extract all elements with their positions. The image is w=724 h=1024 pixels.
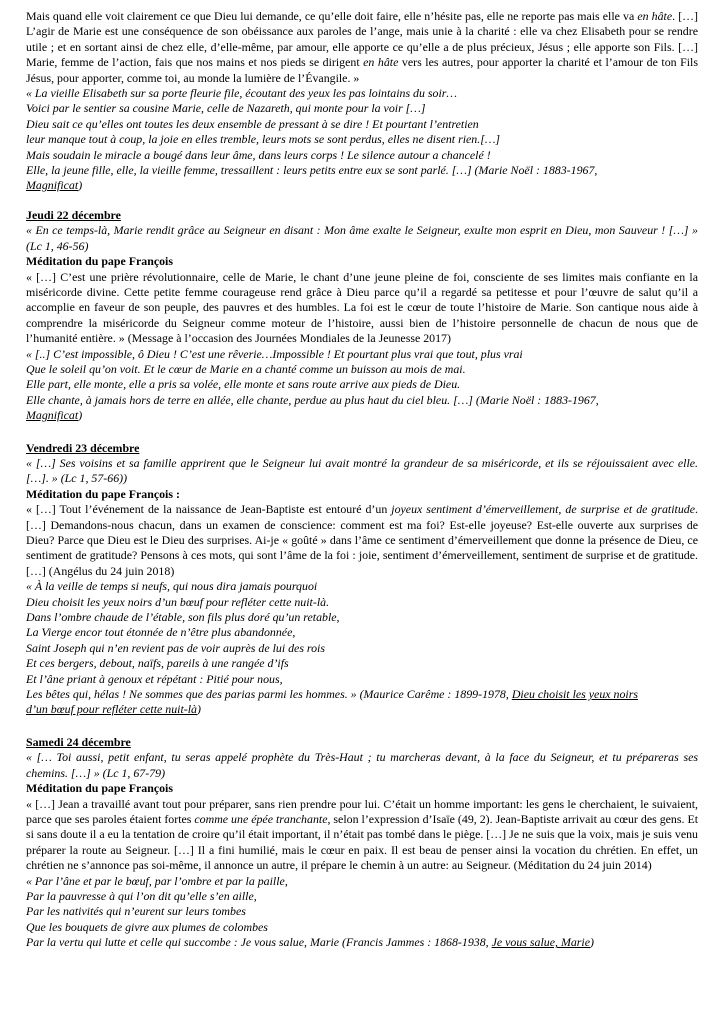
poem-line xyxy=(26,579,698,594)
text-run: Saint Joseph qui n’en revient pas de voir auprès de lui des rois xyxy=(26,640,325,655)
text-run: . […] Demandons-nous chacun, dans un examen de conscience: comment est ma foi? Est-elle joyeuse? Est-elle ouverte aux surprises de Dieu? Parce que Dieu est le Dieu des surprises. Ai-je « goûté » dans l’âme ce sentiment d’émerveillement que donne la présence de Dieu, ce sentiment de gratitude? Pensons à ces mots, qui sont l’âme de la foi : joie, sentiment d’émerveillement, sentiment de surprise et de gratitude. […] (Angélus du 24 juin 2018) xyxy=(26,502,698,578)
emphasis-text: en hâte xyxy=(637,9,673,23)
poem xyxy=(26,874,698,951)
meditation-text xyxy=(26,502,698,579)
text-run: « Par l’âne et par le bœuf, par l’ombre et par la paille, xyxy=(26,873,288,888)
poem-line xyxy=(26,920,698,935)
intro-poem xyxy=(26,86,698,194)
text-run: Par la vertu qui lutte et celle qui succombe : Je vous salue, Marie (Francis Jammes : 1868-1938, xyxy=(26,935,492,950)
poem-line xyxy=(26,101,698,116)
text-run: « [..] C’est impossible, ô Dieu ! C’est une rêverie…Impossible ! Et pourtant plus vrai que tout, plus vrai xyxy=(26,346,523,361)
text-run: leur manque tout à coup, la joie en elles tremble, leurs mots se sont perdus, elles ne disent rien.[…] xyxy=(26,132,501,147)
poem-line xyxy=(26,163,698,178)
poem xyxy=(26,579,698,718)
emphasis-text: joyeux sentiment d’émerveillement, de surprise et de gratitude xyxy=(391,502,696,517)
day-title: Samedi 24 décembre xyxy=(26,734,131,749)
day-title: Jeudi 22 décembre xyxy=(26,207,121,222)
emphasis-text: en hâte xyxy=(363,55,399,70)
text-run: Et ces bergers, debout, naïfs, pareils à une rangée d’ifs xyxy=(26,656,289,671)
text-run: Mais quand elle voit clairement ce que Dieu lui demande, ce qu’elle doit faire, elle n’hésite pas, elle ne reporte pas mais elle va xyxy=(26,9,638,23)
text-run: « La vieille Elisabeth sur sa porte fleurie file, écoutant des yeux les pas lointains du soir… xyxy=(26,86,457,101)
poem-line xyxy=(26,702,698,717)
poem-line xyxy=(26,641,698,656)
text-run: , selon l’expression d’Isaïe (49, 2). Jean-Baptiste arrivait au cœur des gens. Et si sans doute il a eu la tentation de croire qu’il était important, il n’était pas tombé dans le piège. […] Je ne suis que la voix, mais je suis venu préparer la route au Seigneur. […] Il a fini humilié, mais le cœur en paix. Il est beau de penser ainsi la vocation du chrétien. En effet, un chrétien ne s’annonce pas soi-même, il annonce un autre, il prépare le chemin à un autre: au Seigneur. (Méditation du 24 juin 2014) xyxy=(26,811,699,873)
section-vendredi-23 xyxy=(26,441,698,718)
poem-line xyxy=(26,687,698,702)
gospel-quote: « [… Toi aussi, petit enfant, tu seras appelé prophète du Très-Haut ; tu marcheras devant, à la face du Seigneur, et tu prépareras ses chemins. […] » (Lc 1, 67-79) xyxy=(26,750,698,780)
text-run: Elle part, elle monte, elle a pris sa volée, elle monte et sans route arrive aux pieds de Dieu. xyxy=(26,377,461,392)
underlined-title: Magnificat xyxy=(26,408,79,423)
emphasis-text: comme une épée tranchante xyxy=(194,811,328,826)
meditation-title: Méditation du pape François xyxy=(26,781,173,796)
text-run: ) xyxy=(196,702,201,717)
poem-line xyxy=(26,595,698,610)
day-title: Vendredi 23 décembre xyxy=(26,440,140,455)
poem-line xyxy=(26,347,698,362)
meditation-text xyxy=(26,270,698,347)
meditation-title: Méditation du pape François xyxy=(26,254,173,269)
underlined-title: Je vous salue, Marie xyxy=(491,935,591,950)
text-run: « […] Jean a travaillé avant tout pour préparer, sans rien prendre pour lui. C’était un homme important: les gens le cherchaient, le suivaient, parce que ses paroles étaient fortes xyxy=(26,796,698,826)
text-run: Dieu choisit les yeux noirs d’un bœuf pour refléter cette nuit-là. xyxy=(26,594,330,609)
text-run: ) xyxy=(590,935,594,950)
poem-line xyxy=(26,672,698,687)
text-run: . […] L’agir de Marie est une conséquence de son obéissance aux paroles de l’ange, mais unie à la charité : elle va chez Elisabeth pour se rendre utile ; et en sortant ainsi de chez elle, d’elle-même, par amour, elle apporte ce qu’elle a de plus précieux, Jésus ; elle apporte son Fils. […] Marie, femme de l’action, fais que nos mains et nos pieds se dirigent xyxy=(26,9,698,70)
section-samedi-24 xyxy=(26,735,698,951)
poem-line xyxy=(26,132,698,147)
poem-line xyxy=(26,178,698,193)
poem-line xyxy=(26,889,698,904)
poem xyxy=(26,347,698,424)
poem-line xyxy=(26,86,698,101)
text-run: « […] Tout l’événement de la naissance de Jean-Baptiste est entouré d’un xyxy=(26,502,392,517)
underlined-title: d’un bœuf pour refléter cette nuit-là xyxy=(26,702,197,717)
text-run: Et l’âne priant à genoux et répétant : Pitié pour nous, xyxy=(26,671,283,686)
poem-line xyxy=(26,935,698,950)
text-run: Mais soudain le miracle a bougé dans leur âme, dans leurs corps ! Le silence autour a chancelé ! xyxy=(26,147,491,162)
text-run: « À la veille de temps si neufs, qui nous dira jamais pourquoi xyxy=(26,579,318,594)
gospel-quote: « […] Ses voisins et sa famille apprirent que le Seigneur lui avait montré la grandeur de sa miséricorde, et ils se réjouissaient avec elle. […]. » (Lc 1, 57-66)) xyxy=(26,455,698,486)
meditation-text xyxy=(26,797,698,874)
text-run: ) xyxy=(78,408,83,423)
text-run: vers les autres, pour apporter la charité et l’amour de ton Fils Jésus, pour apporter, comme toi, au monde la lumière de l’Évangile. » xyxy=(26,55,698,85)
text-run: Par les nativités qui n’eurent sur leurs tombes xyxy=(26,904,246,919)
poem-line xyxy=(26,148,698,163)
poem-line xyxy=(26,117,698,132)
intro-paragraph xyxy=(26,9,698,86)
poem-line xyxy=(26,393,698,408)
underlined-title: Dieu choisit les yeux noirs xyxy=(511,687,638,702)
underlined-title: Magnificat xyxy=(26,178,79,193)
text-run: Que les bouquets de givre aux plumes de colombes xyxy=(26,919,268,934)
poem-line xyxy=(26,610,698,625)
text-run: Elle, la jeune fille, elle, la vieille femme, tressaillent : leurs petits entre eux se sont parlé. […] (Marie Noël : 1883-1967, xyxy=(26,163,598,178)
text-run: Dans l’ombre chaude de l’étable, son fils plus doré qu’un retable, xyxy=(26,610,340,625)
text-run: « […] C’est une prière révolutionnaire, celle de Marie, le chant d’une jeune pleine de foi, consciente de ses limites mais confiante en la miséricorde divine. Cette petite femme courageuse rend grâce à Dieu parce qu’il a regardé sa petitesse et pour l’œuvre de salut qu’il a accomplie en faveur de son peuple, des pauvres et des humbles. La foi est le cœur de toute l’histoire de Marie. Son cantique nous aide à comprendre la miséricorde du Seigneur comme moteur de l’histoire, aussi bien de l’histoire personnelle de chacun de nous que de l’humanité entière. » (Message à l’occasion des Journées Mondiales de la Jeunesse 2017) xyxy=(26,269,698,346)
poem-line xyxy=(26,362,698,377)
poem-line xyxy=(26,656,698,671)
poem-line xyxy=(26,377,698,392)
text-run: Les bêtes qui, hélas ! Ne sommes que des parias parmi les hommes. » (Maurice Carême : 1899-1978, xyxy=(26,687,512,702)
text-run: Par la pauvresse à qui l’on dit qu’elle s’en aille, xyxy=(26,888,257,903)
poem-line xyxy=(26,874,698,889)
poem-line xyxy=(26,408,698,423)
meditation-title: Méditation du pape François : xyxy=(26,486,180,501)
text-run: Voici par le sentier sa cousine Marie, celle de Nazareth, qui monte pour la voir […] xyxy=(26,101,426,116)
text-run: Dieu sait ce qu’elles ont toutes les deux ensemble de pressant à se dire ! Et pourtant l’entretien xyxy=(26,116,479,131)
gospel-quote: « En ce temps-là, Marie rendit grâce au Seigneur en disant : Mon âme exalte le Seigneur, exulte mon esprit en Dieu, mon Sauveur ! […] » (Lc 1, 46-56) xyxy=(26,223,698,253)
text-run: Elle chante, à jamais hors de terre en allée, elle chante, perdue au plus haut du ciel bleu. […] (Marie Noël : 1883-1967, xyxy=(26,392,599,407)
text-run: La Vierge encor tout étonnée de n’être plus abandonnée, xyxy=(26,625,296,640)
text-run: ) xyxy=(78,178,83,193)
poem-line xyxy=(26,904,698,919)
section-jeudi-22 xyxy=(26,208,698,424)
text-run: Que le soleil qu’on voit. Et le cœur de Marie en a chanté comme un buisson au mois de mai. xyxy=(26,361,466,376)
poem-line xyxy=(26,625,698,640)
